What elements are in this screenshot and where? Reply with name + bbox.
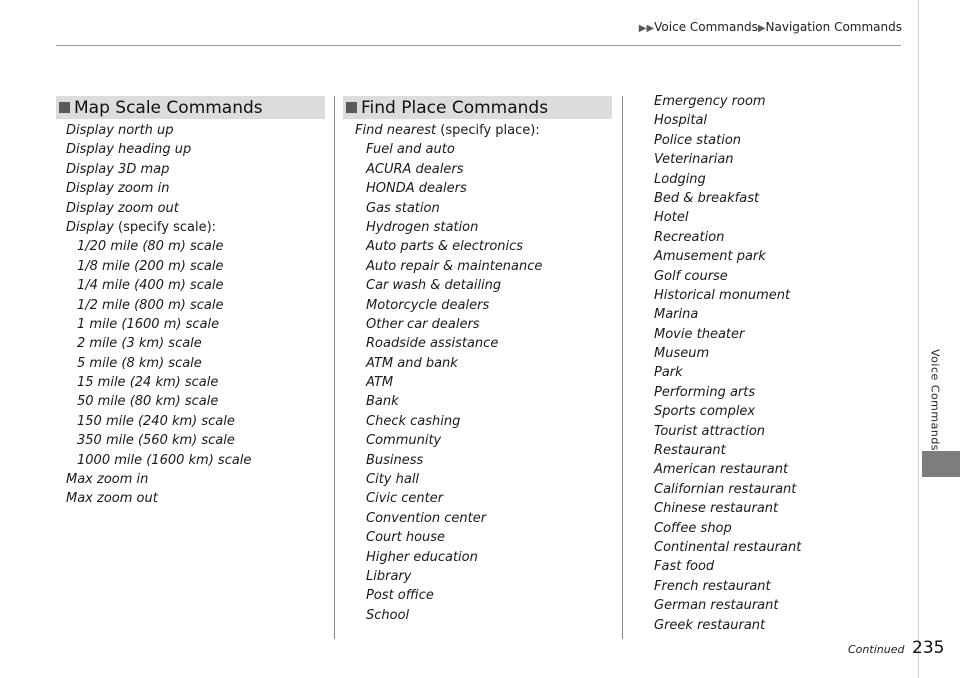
list-item: Other car dealers xyxy=(366,316,480,332)
list-item: Fast food xyxy=(654,559,715,575)
find-place-header: Find Place Commands xyxy=(343,96,612,119)
list-item: Performing arts xyxy=(654,384,756,400)
list-item: American restaurant xyxy=(654,462,789,478)
list-item: Continental restaurant xyxy=(654,539,802,555)
list-item: Sports complex xyxy=(654,404,756,420)
list-item: Civic center xyxy=(366,491,444,507)
list-item: Library xyxy=(366,568,412,584)
page-number: 235 xyxy=(912,638,945,658)
list-item: Lodging xyxy=(654,171,706,187)
list-item: ATM xyxy=(366,375,394,391)
list-item: Display heading up xyxy=(66,142,192,158)
list-item: Emergency room xyxy=(654,94,766,109)
list-item: Bank xyxy=(366,394,399,410)
column-divider xyxy=(334,96,335,639)
list-item: Car wash & detailing xyxy=(366,278,502,294)
list-item: Roadside assistance xyxy=(366,336,499,352)
map-scale-commands-list xyxy=(66,121,251,509)
find-place-continued-list xyxy=(654,92,801,635)
list-item: 50 mile (80 km) scale xyxy=(77,394,219,410)
list-item: Gas station xyxy=(366,200,440,216)
breadcrumb-arrow-icon: ▶▶ xyxy=(638,23,655,34)
list-item: Display zoom out xyxy=(66,200,179,216)
list-item: HONDA dealers xyxy=(366,181,467,197)
list-item: Display north up xyxy=(66,123,174,138)
list-item: Amusement park xyxy=(654,249,766,265)
list-item: Post office xyxy=(366,588,434,604)
list-item: Restaurant xyxy=(654,443,726,459)
list-item xyxy=(66,218,251,237)
list-item: Business xyxy=(366,452,424,468)
list-item: Court house xyxy=(366,530,446,546)
list-item: Historical monument xyxy=(654,287,791,303)
command-keyword: Display xyxy=(66,219,114,235)
list-item: Display 3D map xyxy=(66,161,170,177)
list-item: City hall xyxy=(366,472,420,488)
list-item: 150 mile (240 km) scale xyxy=(77,413,235,429)
list-item: ACURA dealers xyxy=(366,161,464,177)
list-item: 1/20 mile (80 m) scale xyxy=(77,239,224,255)
list-item: Fuel and auto xyxy=(366,142,455,158)
list-item: Veterinarian xyxy=(654,152,734,168)
list-item: German restaurant xyxy=(654,598,779,614)
list-item: 1/8 mile (200 m) scale xyxy=(77,258,224,274)
list-item: French restaurant xyxy=(654,578,771,594)
list-item: Greek restaurant xyxy=(654,617,766,633)
breadcrumb-arrow-icon: ▶ xyxy=(757,23,766,34)
command-keyword: Find nearest xyxy=(355,123,437,138)
list-item: Higher education xyxy=(366,549,478,565)
list-item: Tourist attraction xyxy=(654,423,766,439)
list-item: 1 mile (1600 m) scale xyxy=(77,316,220,332)
command-hint: (specify scale): xyxy=(113,219,217,235)
side-tab-line xyxy=(918,0,919,678)
breadcrumb-item-voice-commands[interactable]: Voice Commands xyxy=(654,20,758,34)
list-item: 1/4 mile (400 m) scale xyxy=(77,278,224,294)
list-item: 5 mile (8 km) scale xyxy=(77,355,202,371)
list-item: Hotel xyxy=(654,210,689,226)
top-rule xyxy=(56,45,901,46)
breadcrumb xyxy=(639,20,902,34)
find-place-commands-list xyxy=(355,121,542,625)
list-item: Park xyxy=(654,365,683,381)
list-item: Recreation xyxy=(654,229,725,245)
list-item: Coffee shop xyxy=(654,520,732,536)
continued-note: Continued xyxy=(848,643,905,656)
list-item: ATM and bank xyxy=(366,355,458,371)
list-item: Californian restaurant xyxy=(654,481,797,497)
map-scale-header: Map Scale Commands xyxy=(56,96,325,119)
side-tab-label[interactable]: Voice Commands xyxy=(928,348,942,452)
list-item: 15 mile (24 km) scale xyxy=(77,375,219,391)
list-item: 2 mile (3 km) scale xyxy=(77,336,202,352)
list-item: 1000 mile (1600 km) scale xyxy=(77,452,252,468)
square-bullet-icon xyxy=(346,102,357,113)
list-item: Auto parts & electronics xyxy=(366,239,524,255)
list-item: Movie theater xyxy=(654,326,745,342)
list-item: Marina xyxy=(654,307,699,323)
square-bullet-icon xyxy=(59,102,70,113)
command-hint: (specify place): xyxy=(436,123,540,138)
list-item: Golf course xyxy=(654,268,728,284)
list-item: 350 mile (560 km) scale xyxy=(77,433,235,449)
list-item: Chinese restaurant xyxy=(654,501,779,517)
breadcrumb-item-navigation-commands[interactable]: Navigation Commands xyxy=(765,20,902,34)
list-item xyxy=(355,121,542,140)
list-item: Auto repair & maintenance xyxy=(366,258,543,274)
list-item: Motorcycle dealers xyxy=(366,297,490,313)
column-divider xyxy=(622,96,623,639)
list-item: Max zoom out xyxy=(66,491,158,507)
list-item: 1/2 mile (800 m) scale xyxy=(77,297,224,313)
list-item: School xyxy=(366,607,410,623)
list-item: Museum xyxy=(654,346,710,362)
list-item: Bed & breakfast xyxy=(654,190,760,206)
list-item: Community xyxy=(366,433,442,449)
list-item: Hospital xyxy=(654,113,708,129)
list-item: Police station xyxy=(654,132,742,148)
list-item: Check cashing xyxy=(366,413,461,429)
list-item: Convention center xyxy=(366,510,487,526)
list-item: Display zoom in xyxy=(66,181,170,197)
list-item: Max zoom in xyxy=(66,472,149,488)
list-item: Hydrogen station xyxy=(366,219,479,235)
side-tab-marker xyxy=(922,451,960,477)
